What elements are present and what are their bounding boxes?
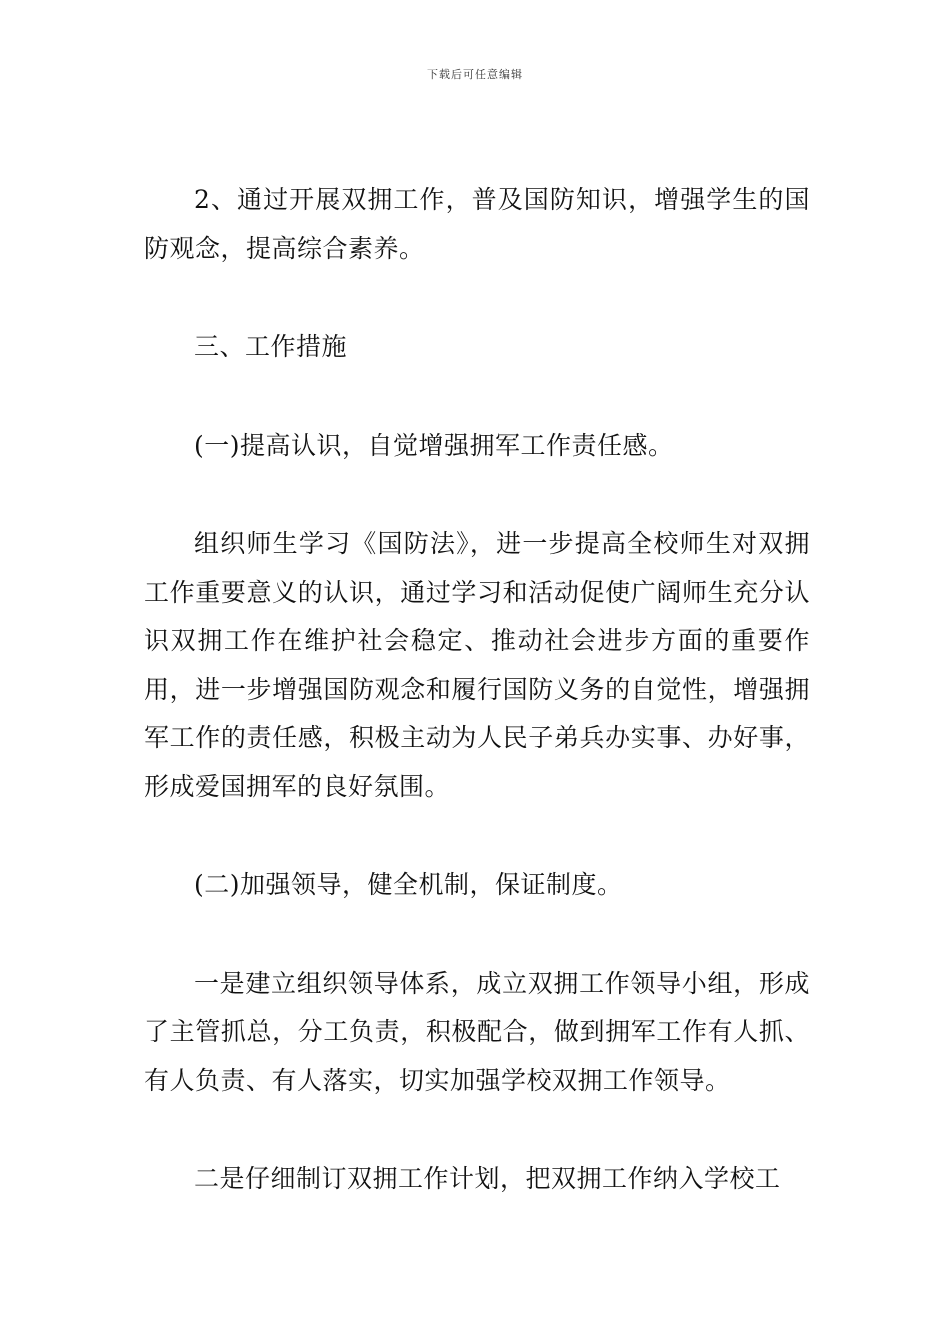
section-heading-measures: 三、工作措施 xyxy=(194,332,348,361)
document-body xyxy=(144,176,810,1204)
paragraph-goal-2: 2、通过开展双拥工作，普及国防知识，增强学生的国防观念，提高综合素养。 xyxy=(144,185,810,263)
subheading-awareness: (一)提高认识，自觉增强拥军工作责任感。 xyxy=(194,430,674,460)
paragraph-gap xyxy=(144,372,810,422)
paragraph-gap xyxy=(144,811,810,861)
paragraph-work-plan: 二是仔细制订双拥工作计划，把双拥工作纳入学校工 xyxy=(194,1164,781,1193)
paragraph-gap xyxy=(144,910,810,960)
paragraph-gap xyxy=(144,273,810,323)
paragraph-gap xyxy=(144,1105,810,1155)
subheading-leadership: (二)加强领导，健全机制，保证制度。 xyxy=(194,870,623,899)
paragraph-gap xyxy=(144,470,810,520)
paragraph-study-defense-law: 组织师生学习《国防法》，进一步提高全校师生对双拥工作重要意义的认识，通过学习和活动促使广阔师生充分认识双拥工作在维护社会稳定、推动社会进步方面的重要作用，进一步增强国防观念和履行国防义务的自觉性，增强拥军工作的责任感，积极主动为人民子弟兵办实事、办好事，形成爱国拥军的良好氛围。 xyxy=(144,529,810,801)
page-header-note: 下载后可任意编辑 xyxy=(427,68,523,81)
paragraph-organization-system: 一是建立组织领导体系，成立双拥工作领导小组，形成了主管抓总，分工负责，积极配合，做到拥军工作有人抓、有人负责、有人落实，切实加强学校双拥工作领导。 xyxy=(144,968,810,1095)
